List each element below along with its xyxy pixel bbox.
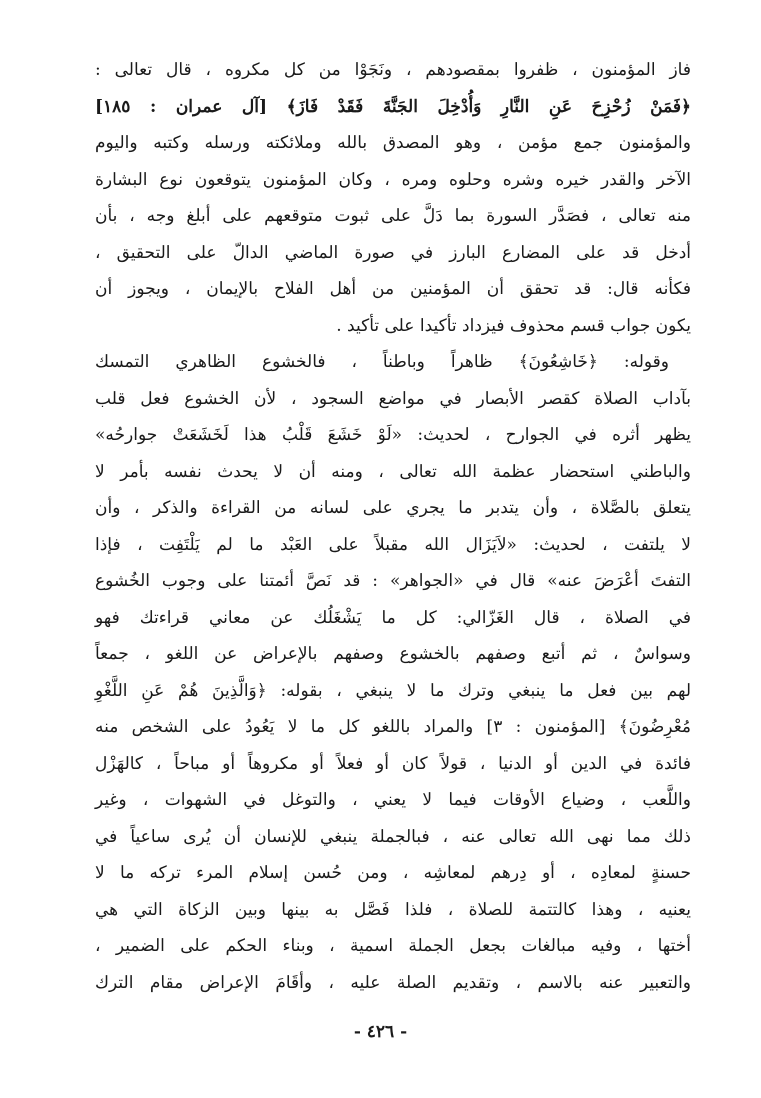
text-line: التفتَ أعْرَضَ عنه» قال في «الجواهر» : قد نَصَّ أئمتنا على وجوب الخُشوع	[95, 571, 691, 591]
text-line: يعنيه ، وهذا كالتتمة للصلاة ، فلذا فَصَّل به بينها وبين الزكاة التي هي	[95, 899, 691, 920]
text-line: بآداب الصلاة كقصر الأبصار في مواضع السجود ، لأن الخشوع فعل قلب	[95, 388, 691, 409]
text-line: وقوله: ﴿خَاشِعُونَ﴾ ظاهراً وباطناً ، فالخشوع الظاهري التمسك	[95, 352, 669, 372]
paragraph-1	[95, 52, 691, 344]
text-line: فائدة في الدين أو الدنيا ، قولاً كان أو فعلاً أو مكروهاً أو مباحاً ، كالهَزْل	[95, 753, 691, 774]
text-line: مُعْرِضُونَ﴾ [المؤمنون : ٣] والمراد باللغو كل ما لا يَعُودُ على الشخص منه	[95, 717, 691, 737]
text-line: والمؤمنون جمع مؤمن ، وهو المصدق بالله وملائكته ورسله وكتبه واليوم	[95, 133, 691, 153]
text-line: فاز المؤمنون ، ظفروا بمقصودهم ، ونَجَوْا من كل مكروه ، قال تعالى :	[95, 60, 691, 80]
text-line: وسواسٌ ، ثم أتبع وصفهم بالخشوع وصفهم بالإعراض عن اللغو ، جمعاً	[95, 644, 691, 664]
page-body	[95, 52, 691, 1001]
text-line: أختها ، وفيه مبالغات بجعل الجملة اسمية ، وبناء الحكم على الضمير ،	[95, 936, 691, 956]
text-line: والباطني استحضار عظمة الله تعالى ، ومنه أن لا يحدث نفسه بأمر لا	[95, 461, 691, 482]
text-line: واللَّعب ، وضياع الأوقات فيما لا يعني ، والتوغل في الشهوات ، وغير	[95, 790, 691, 810]
text-line: منه تعالى ، فصَدَّر السورة بما دَلَّ على ثبوت متوقعهم على أبلغ وجه ، بأن	[95, 206, 691, 226]
text-line: يتعلق بالصَّلاة ، وأن يتدبر ما يجري على لسانه من القراءة والذكر ، وأن	[95, 498, 691, 518]
text-line: الآخر والقدر خيره وشره وحلوه ومره ، وكان المؤمنون يتوقعون نوع البشارة	[95, 169, 691, 190]
paragraph-2	[95, 344, 691, 1001]
text-line: في الصلاة ، قال الغَزّالي: كل ما يَشْغَلُك عن معاني قراءتك فهو	[95, 607, 691, 628]
text-line: ﴿فَمَنْ زُحْزِحَ عَنِ النَّارِ وَأُدْخِلَ الجَنَّةَ فَقَدْ فَازَ﴾ [آل عمران : ١٨٥]	[95, 96, 691, 117]
text-line: يظهر أثره في الجوارح ، لحديث: «لَوْ خَشَعَ قَلْبُ هذا لَخَشَعَتْ جوارحُه»	[95, 425, 691, 445]
page-number: - ٤٢٦ -	[353, 1022, 408, 1042]
text-line: والتعبير عنه بالاسم ، وتقديم الصلة عليه ، وأقَامَ الإعراض مقام الترك	[95, 972, 691, 993]
text-line: حسنةٍ لمعادِه ، أو دِرهم لمعاشِه ، ومن حُسن إسلام المرء تركه ما لا	[95, 863, 691, 883]
text-line: ذلك مما نهى الله تعالى عنه ، فبالجملة ينبغي للإنسان أن يُرى ساعياً في	[95, 826, 691, 847]
text-line: فكأنه قال: قد تحقق أن المؤمنين من أهل الفلاح بالإيمان ، ويجوز أن	[95, 279, 691, 299]
text-line: لهم بين فعل ما ينبغي وترك ما لا ينبغي ، بقوله: ﴿وَالَّذِينَ هُمْ عَنِ اللَّغْوِ	[95, 680, 691, 701]
text-line: يكون جواب قسم محذوف فيزداد تأكيدا على تأكيد .	[336, 315, 691, 336]
text-line: أدخل قد على المضارع البارز في صورة الماضي الدالّ على التحقيق ،	[95, 242, 691, 263]
text-line: لا يلتفت ، لحديث: «لاَيَزَال الله مقبلاً على العَبْد ما لم يَلْتَفِت ، فإذا	[95, 534, 691, 555]
